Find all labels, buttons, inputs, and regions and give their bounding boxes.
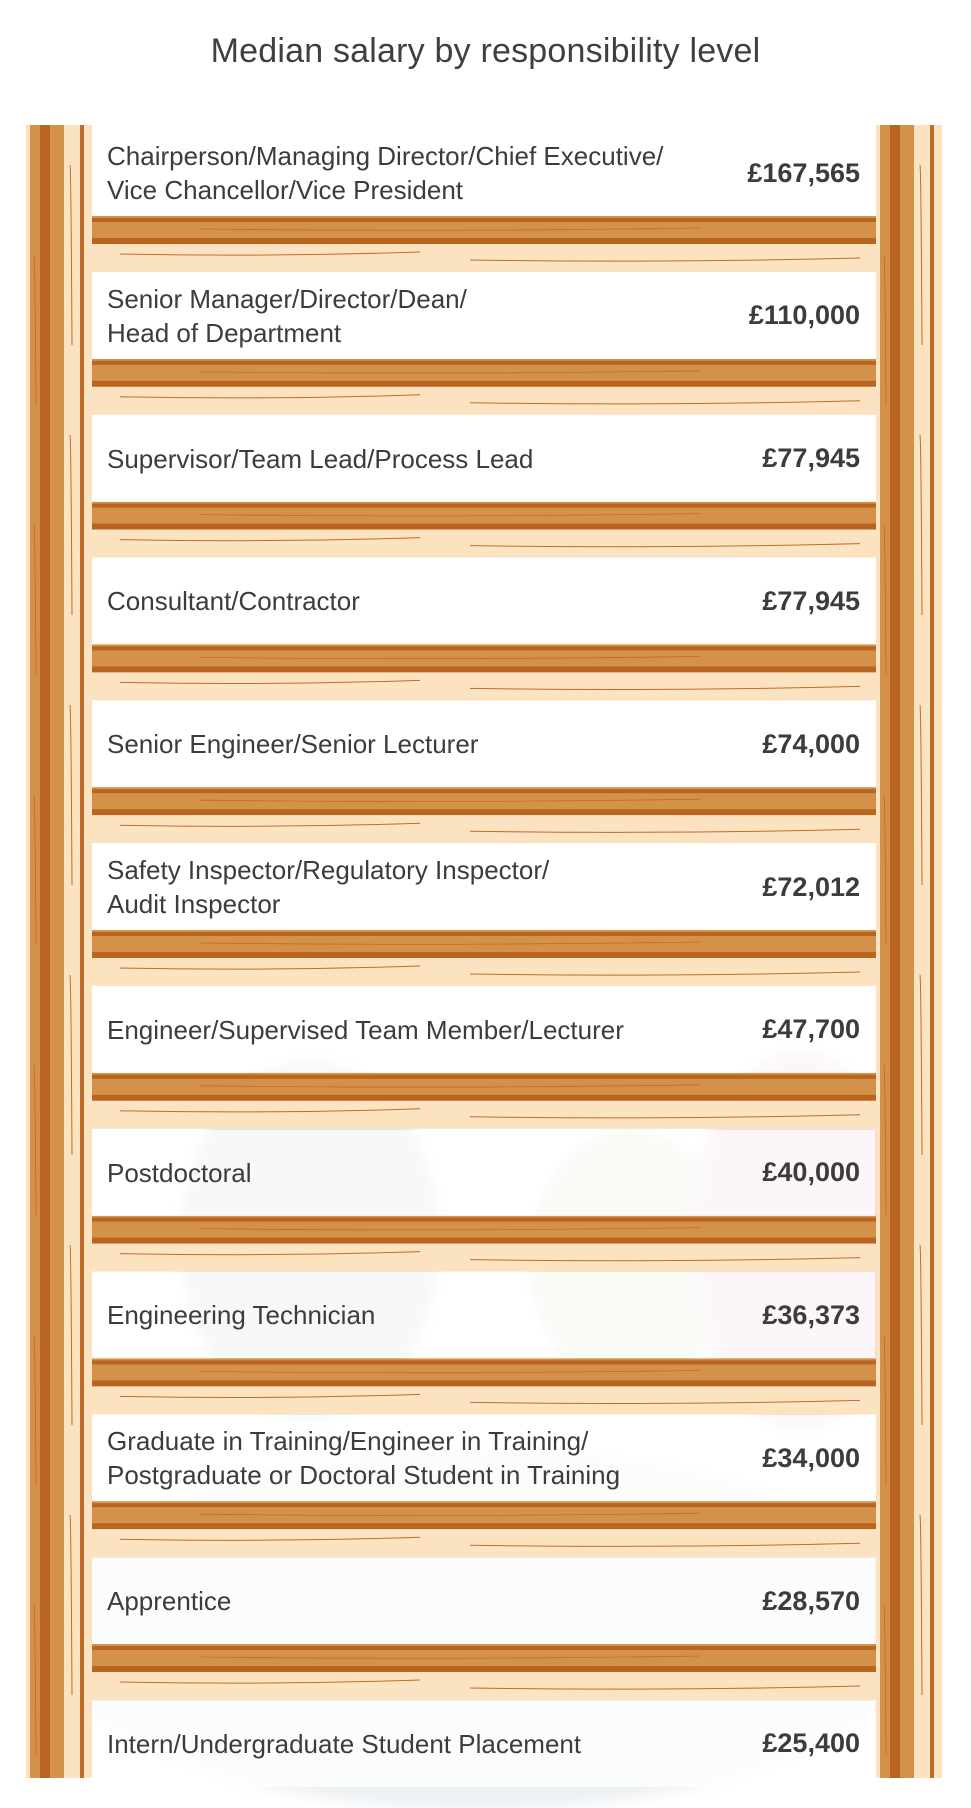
ladder-rung-edge [80, 524, 890, 530]
ladder-rung-edge [80, 1646, 890, 1650]
ladder-rung-shadow [80, 815, 890, 843]
responsibility-label: Consultant/Contractor [107, 586, 360, 617]
responsibility-label: Graduate in Training/Engineer in Training/ Postgraduate or Doctoral Student in Training [107, 1426, 621, 1491]
ladder-left-rail-grain [80, 125, 84, 1778]
ladder-rung-shadow [80, 1386, 890, 1414]
ladder-rung-edge [80, 1503, 890, 1507]
ladder-rung-shadow [80, 1101, 890, 1129]
ladder-rung-shadow [80, 1672, 890, 1700]
ladder-rung-edge [80, 1218, 890, 1222]
salary-row [92, 130, 875, 216]
salary-row [92, 1415, 875, 1501]
salary-row [92, 987, 875, 1073]
ladder-rung-edge [80, 1666, 890, 1672]
salary-value: £110,000 [748, 300, 860, 331]
ladder-rung-shadow [80, 387, 890, 415]
salary-value: £167,565 [747, 157, 860, 188]
ladder-rung-edge [80, 361, 890, 365]
salary-value: £47,700 [762, 1014, 860, 1045]
salary-row [92, 1130, 875, 1216]
ladder-right-rail-groove [890, 125, 900, 1778]
ladder-rung-edge [80, 809, 890, 815]
responsibility-label: Chairperson/Managing Director/Chief Executive/ Vice Chancellor/Vice President [107, 141, 664, 205]
salary-value: £77,945 [762, 443, 860, 474]
ladder-rung-edge [80, 1380, 890, 1386]
ladder-rung-shadow [80, 1529, 890, 1557]
salary-row [92, 844, 875, 930]
ladder-right-rail-grain [930, 125, 934, 1778]
salary-value: £74,000 [762, 728, 860, 759]
responsibility-label: Senior Manager/Director/Dean/ Head of Department [107, 283, 467, 348]
salary-value: £40,000 [762, 1157, 860, 1188]
salary-value: £28,570 [762, 1585, 860, 1616]
ladder-rung-shadow [80, 244, 890, 272]
ladder-rung-edge [80, 218, 890, 222]
salary-value: £25,400 [762, 1728, 860, 1759]
ladder-rung-edge [80, 238, 890, 244]
ladder-rung-edge [80, 1523, 890, 1529]
salary-row [92, 558, 875, 644]
ladder-rung-shadow [80, 1244, 890, 1272]
ladder-rung-edge [80, 381, 890, 387]
ladder-rung-edge [80, 952, 890, 958]
salary-row [92, 1701, 875, 1787]
responsibility-label: Apprentice [107, 1586, 232, 1616]
ladder-rung-edge [80, 1360, 890, 1364]
responsibility-label: Intern/Undergraduate Student Placement [107, 1728, 582, 1759]
ladder-rung-shadow [80, 672, 890, 700]
salary-row [92, 1558, 875, 1644]
salary-row [92, 1272, 875, 1358]
ladder-rung-edge [80, 504, 890, 508]
salary-row [92, 273, 875, 359]
responsibility-label: Engineer/Supervised Team Member/Lecturer [107, 1014, 624, 1045]
salary-value: £34,000 [762, 1442, 860, 1473]
responsibility-label: Safety Inspector/Regulatory Inspector/ Audit Inspector [107, 855, 550, 919]
chart-title: Median salary by responsibility level [210, 32, 761, 70]
ladder-rung-edge [80, 932, 890, 936]
ladder-rung-edge [80, 1075, 890, 1079]
responsibility-label: Postdoctoral [107, 1157, 252, 1188]
ladder-rung-shadow [80, 958, 890, 986]
salary-row [92, 701, 875, 787]
ladder-rung-edge [80, 789, 890, 793]
salary-value: £36,373 [762, 1299, 860, 1330]
responsibility-label: Senior Engineer/Senior Lecturer [107, 729, 479, 760]
responsibility-label: Supervisor/Team Lead/Process Lead [107, 443, 534, 474]
salary-row [92, 416, 875, 502]
responsibility-label: Engineering Technician [107, 1300, 376, 1331]
ladder-rung-edge [80, 646, 890, 650]
ladder-rung-shadow [80, 530, 890, 558]
ladder-left-rail-groove [40, 125, 50, 1778]
ladder-rung-edge [80, 1095, 890, 1101]
ladder-rung-edge [80, 1238, 890, 1244]
salary-value: £72,012 [762, 871, 860, 902]
salary-value: £77,945 [762, 585, 860, 616]
ladder-rung-edge [80, 666, 890, 672]
